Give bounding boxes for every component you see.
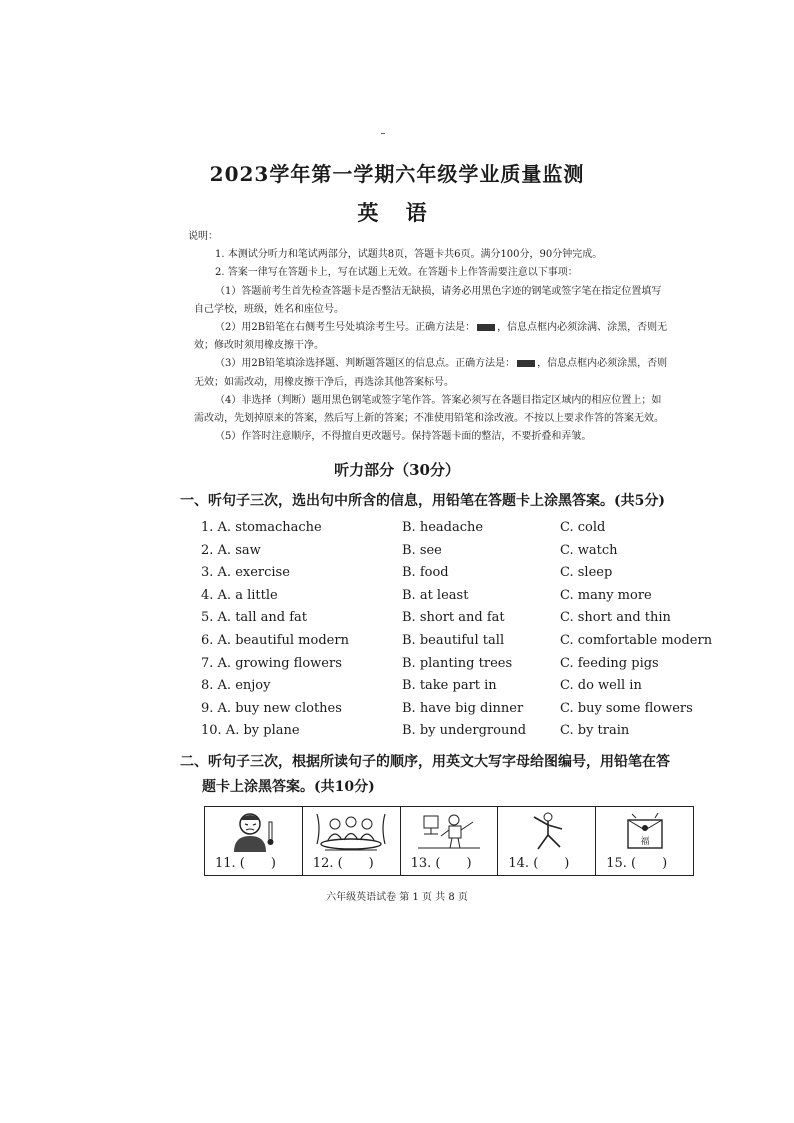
question-1-heading: 一、听句子三次，选出句中所含的信息，用铅笔在答题卡上涂黑答案。(共5分) [180,493,665,509]
option-a: 4. A. a little [201,587,278,603]
cleaning-robot-icon [414,810,484,852]
option-c: C. buy some flowers [560,700,693,716]
family-dinner-icon [311,810,391,852]
option-c: C. many more [560,587,652,603]
page-title: 2023学年第一学期六年级学业质量监测 [209,162,585,186]
option-a: 10. A. by plane [201,723,300,739]
picture-number: 15. ( ) [606,856,668,871]
filled-box-example [517,360,535,367]
instruction-line: 效；修改时须用橡皮擦干净。 [194,340,324,352]
picture-cell [205,807,303,875]
option-c: C. by train [560,723,630,739]
listening-section-title: 听力部分（30分） [334,461,460,479]
option-a: 3. A. exercise [201,565,290,581]
option-row [201,520,721,543]
fu-character: 福 [640,837,650,847]
instruction-line: 无效；如需改动，用橡皮擦干净后，再选涂其他答案标号。 [194,376,454,388]
option-c: C. comfortable modern [560,632,713,648]
scan-mark [381,133,385,134]
option-a: 1. A. stomachache [201,520,322,535]
option-b: B. food [402,565,449,581]
instruction-line: 1. 本测试分听力和笔试两部分，试题共8页，答题卡共6页。满分100分，90分钟完成。 [215,249,603,261]
option-b: B. take part in [402,678,497,694]
instruction-line: （5）作答时注意顺序，不得擅自更改题号。保持答题卡面的整洁，不要折叠和弄皱。 [215,431,592,443]
instruction-line: 2. 答案一律写在答题卡上，写在试题上无效。在答题卡上作答需要注意以下事项： [215,267,578,279]
option-c: C. sleep [560,565,613,581]
instruction-line: （4）非选择（判断）题用黑色钢笔或签字笔作答。答案必须写在各题目指定区域内的相应位置上；如 [215,394,662,406]
picture-cell [303,807,401,875]
picture-cell [596,807,693,875]
instruction-line: 自己学校，班级，姓名和座位号。 [194,303,344,315]
option-b: B. beautiful tall [402,632,505,648]
option-row [201,723,721,746]
option-row [201,633,721,656]
option-c: C. do well in [560,678,642,694]
instruction-line: （1）答题前考生首先检查答题卡是否整洁无缺损，请务必用黑色字迹的钢笔或签字笔在指定位置填写 [215,285,662,297]
option-row [201,588,721,611]
instructions-label: 说明： [188,231,218,242]
option-c: C. short and thin [560,610,671,626]
option-row [201,701,721,724]
option-row [201,678,721,701]
option-b: B. by underground [402,723,527,739]
picture-cell [498,807,596,875]
option-row [201,565,721,588]
instruction-line: （3）用2B铅笔填涂选择题、判断题答题区的信息点。正确方法是： ，信息点框内必须涂黑，否则 [215,358,668,370]
option-a: 6. A. beautiful modern [201,632,349,648]
instruction-line: 需改动，先划掉原来的答案，然后写上新的答案；不准使用铅笔和涂改液。不按以上要求作答的答案无效。 [194,413,664,425]
red-envelope-fu-icon [620,810,670,852]
option-a: 8. A. enjoy [201,678,271,694]
option-row [201,543,721,566]
tai-chi-person-icon [522,810,572,852]
option-row [201,656,721,679]
option-a: 7. A. growing flowers [201,655,342,671]
picture-number: 13. ( ) [410,856,472,871]
picture-number: 14. ( ) [508,856,570,871]
question-2-heading: 二、听句子三次，根据所读句子的顺序，用英文大写字母给图编号，用铅笔在答 题卡上涂黑答案。(共10分) [180,754,670,795]
option-c: C. watch [560,542,618,558]
option-a: 2. A. saw [201,542,261,558]
instruction-line: （2）用2B铅笔在右侧考生号处填涂考生号。正确方法是： ，信息点框内必须涂满、涂黑，否则无 [215,322,668,334]
option-a: 9. A. buy new clothes [201,700,342,716]
option-b: B. headache [402,520,484,535]
filled-box-example [477,324,495,331]
subject-title: 英 语 [357,200,437,225]
picture-number: 12. ( ) [312,856,374,871]
instructions [188,228,694,446]
option-b: B. at least [402,587,469,603]
option-b: B. planting trees [402,655,513,671]
options-list [201,520,721,746]
option-c: C. cold [560,520,606,535]
option-c: C. feeding pigs [560,655,659,671]
option-b: B. short and fat [402,610,505,626]
option-a: 5. A. tall and fat [201,610,307,626]
page-footer: 六年级英语试卷 第 1 页 共 8 页 [326,892,468,903]
option-b: B. have big dinner [402,700,524,716]
sick-person-thermometer-icon [228,810,278,852]
option-row [201,610,721,633]
picture-number: 11. ( ) [215,856,276,871]
option-b: B. see [402,542,442,558]
picture-cell [401,807,499,875]
picture-table [204,806,694,876]
